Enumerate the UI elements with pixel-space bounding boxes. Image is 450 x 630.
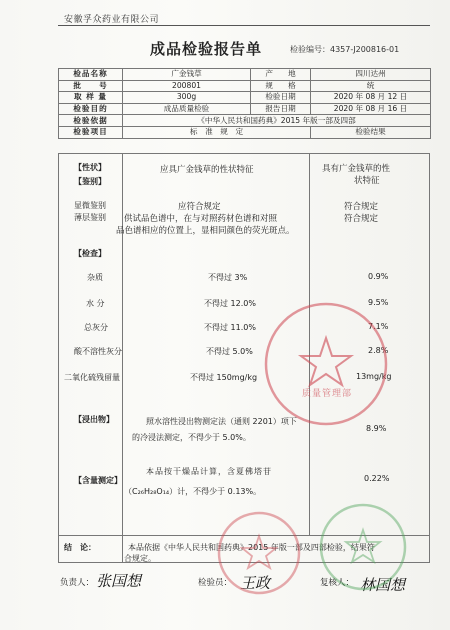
- info-label: 报告日期: [251, 103, 311, 115]
- info-label: 取 样 量: [59, 92, 123, 104]
- checker-signature: 王政: [240, 574, 271, 592]
- section-jianbie: 【鉴别】: [74, 177, 106, 186]
- section-jiancha: 【检查】: [74, 249, 106, 258]
- info-label: 规 格: [251, 80, 311, 92]
- header-rule: [58, 25, 430, 26]
- info-value: 成品质量检验: [123, 103, 251, 115]
- xingzhuang-result: 状特征: [354, 176, 380, 186]
- check-name: 二氧化硫残留量: [64, 373, 120, 382]
- tlc-result: 符合规定: [344, 214, 379, 224]
- micro-label: 显微鉴别: [74, 201, 106, 210]
- section-jinchuwu: 【浸出物】: [74, 415, 114, 424]
- info-table: [58, 68, 431, 139]
- basis-row: [59, 115, 431, 127]
- doc-number: 检验编号：4357-J200816-01: [290, 45, 400, 54]
- check-result: 0.9%: [368, 272, 389, 281]
- info-label: 检验目的: [59, 103, 123, 115]
- reviewer-sign-label: 复核人：: [320, 578, 355, 588]
- check-standard: 不得过 150mg/kg: [190, 373, 258, 382]
- check-standard: 不得过 3%: [208, 273, 248, 282]
- check-standard: 不得过 11.0%: [204, 323, 256, 332]
- check-name: 总灰分: [84, 323, 108, 332]
- info-row: [59, 69, 431, 81]
- micro-result: 符合规定: [344, 202, 379, 212]
- header-result: 检验结果: [311, 126, 431, 138]
- checker-sign-label: 检验员：: [198, 578, 233, 588]
- info-value: 2020 年 08 月 12 日: [311, 92, 431, 104]
- info-value: 统: [311, 80, 431, 92]
- header-item: 检验项目: [59, 126, 123, 138]
- red-quality-stamp: [256, 294, 396, 434]
- check-name: 杂质: [87, 273, 103, 282]
- tlc-standard: 品色谱相应的位置上，显相同颜色的荧光斑点。: [116, 226, 295, 236]
- conclusion-text: 合规定。: [124, 554, 156, 563]
- header-standard: 标 准 规 定: [123, 126, 311, 138]
- info-value: 300g: [123, 92, 251, 104]
- info-label: 检验日期: [251, 92, 311, 104]
- check-name: 水 分: [86, 299, 105, 308]
- check-result: 7.1%: [368, 322, 389, 331]
- section-hanliang: 【含量测定】: [74, 476, 122, 485]
- green-stamp: [316, 500, 411, 595]
- report-title: 成品检验报告单: [150, 40, 263, 58]
- column-divider: [122, 534, 123, 562]
- stamp-center-text: 质量管理部: [302, 389, 353, 399]
- check-result: 9.5%: [368, 298, 389, 307]
- info-row: [59, 80, 431, 92]
- info-label: 检品名称: [59, 69, 123, 81]
- xingzhuang-standard: 应具广金钱草的性状特征: [160, 165, 254, 175]
- red-company-stamp: [214, 508, 304, 598]
- info-value: 广金钱草: [123, 69, 251, 81]
- info-value: 200801: [123, 80, 251, 92]
- info-row: [59, 92, 431, 104]
- conclusion-label: 结 论：: [64, 543, 96, 552]
- hanliang-standard: 本品按干燥品计算，含夏佛塔苷: [146, 467, 272, 476]
- xingzhuang-result: 具有广金钱草的性: [322, 164, 391, 174]
- check-name: 酸不溶性灰分: [74, 347, 122, 356]
- info-label: 产 地: [251, 69, 311, 81]
- info-row: [59, 103, 431, 115]
- check-standard: 不得过 5.0%: [206, 347, 253, 356]
- section-xingzhuang: 【性状】: [74, 163, 106, 172]
- jinchuwu-result: 8.9%: [366, 424, 387, 433]
- info-value: 2020 年 08 月 16 日: [311, 103, 431, 115]
- basis-label: 检验依据: [59, 115, 123, 127]
- basis-value: 《中华人民共和国药典》2015 年版一部及四部: [123, 115, 431, 127]
- info-value: 四川达州: [311, 69, 431, 81]
- jinchuwu-standard: 照水溶性浸出物测定法（通则 2201）项下: [146, 417, 297, 426]
- hanliang-standard: （C₂₆H₂₈O₁₄）计，不得少于 0.13%。: [124, 487, 262, 496]
- check-result: 2.8%: [368, 346, 389, 355]
- hanliang-result: 0.22%: [364, 474, 390, 483]
- head-sign-label: 负责人：: [60, 578, 95, 588]
- company-name: 安徽孚众药业有限公司: [64, 15, 160, 25]
- tlc-standard: 供试品色谱中，在与对照药材色谱和对照: [124, 214, 278, 224]
- column-divider: [122, 154, 123, 535]
- info-label: 批 号: [59, 80, 123, 92]
- column-header-row: [59, 126, 431, 138]
- check-result: 13mg/kg: [356, 372, 392, 381]
- tlc-label: 薄层鉴别: [74, 213, 106, 222]
- jinchuwu-standard: 的冷浸法测定，不得少于 5.0%。: [132, 433, 251, 442]
- conclusion-text: 本品依据《中华人民共和国药典》2015 年版一部及四部检验，结果符: [128, 543, 375, 552]
- reviewer-signature: 林国想: [360, 576, 406, 594]
- micro-standard: 应符合规定: [178, 202, 221, 212]
- head-signature: 张国想: [96, 572, 142, 590]
- check-standard: 不得过 12.0%: [204, 299, 256, 308]
